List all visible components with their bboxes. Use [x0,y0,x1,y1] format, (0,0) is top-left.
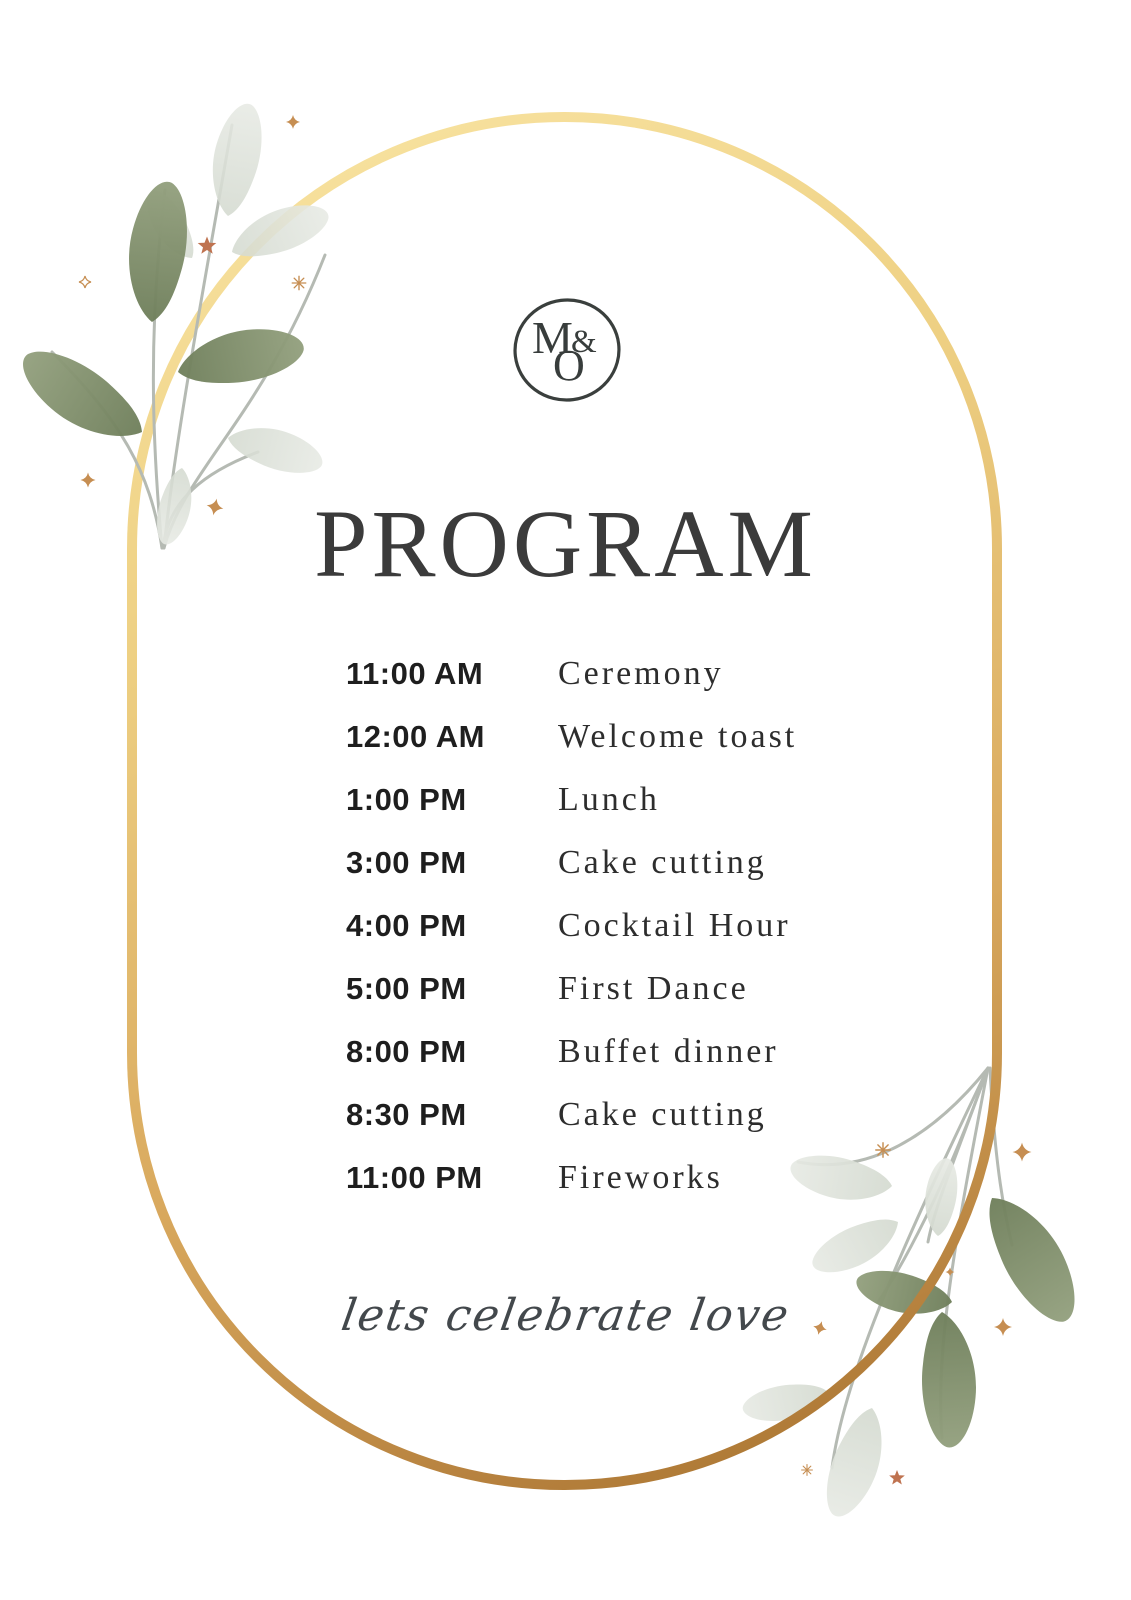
schedule-list [346,655,797,1199]
schedule-row [346,655,797,695]
schedule-event: Ceremony [558,655,724,692]
star-icon [889,1470,905,1485]
schedule-time: 8:30 PM [346,1097,467,1132]
sparkle-icon [286,115,300,129]
asterisk-sparkle-icon [876,1143,890,1157]
schedule-row [346,1096,797,1136]
monogram-ampersand: & [571,324,597,360]
schedule-event: Fireworks [558,1159,723,1196]
schedule-event: Buffet dinner [558,1033,779,1070]
schedule-event: Cake cutting [558,1096,767,1133]
schedule-row [346,718,797,758]
stem-lines-icon [798,1068,1012,1468]
schedule-row [346,907,797,947]
schedule-event: Lunch [558,781,660,818]
schedule-row [346,1033,797,1073]
schedule-row [346,1159,797,1199]
tagline [0,1290,1131,1341]
schedule-time: 1:00 PM [346,782,467,817]
asterisk-sparkle-icon [292,276,306,290]
sparkle-icon [1013,1143,1032,1162]
sparkle-outline-icon [79,276,91,288]
star-icon [198,237,217,254]
schedule-event: Welcome toast [558,718,798,755]
schedule-time: 3:00 PM [346,845,467,880]
monogram-badge [513,298,623,408]
schedule-time: 11:00 PM [346,1160,483,1195]
schedule-time: 4:00 PM [346,908,467,943]
stem-lines-icon [52,125,325,548]
monogram-letter-left: M [532,312,573,363]
monogram-letter-right: O [553,341,585,390]
pale-leaf-icon [136,99,334,547]
schedule-event: First Dance [558,970,749,1007]
schedule-event: Cocktail Hour [558,907,791,944]
tagline-text: lets celebrate love [337,1290,794,1341]
schedule-time: 11:00 AM [346,656,484,691]
asterisk-sparkle-icon [802,1465,813,1476]
schedule-time: 12:00 AM [346,719,485,754]
schedule-row [346,844,797,884]
green-leaf-icon [8,178,308,457]
schedule-time: 5:00 PM [346,971,467,1006]
schedule-row [346,781,797,821]
schedule-row [346,970,797,1010]
page-title: PROGRAM [314,490,817,597]
sparkle-icon [81,473,96,488]
sparkle-icon [946,1268,955,1277]
schedule-event: Cake cutting [558,844,767,881]
schedule-time: 8:00 PM [346,1034,467,1069]
